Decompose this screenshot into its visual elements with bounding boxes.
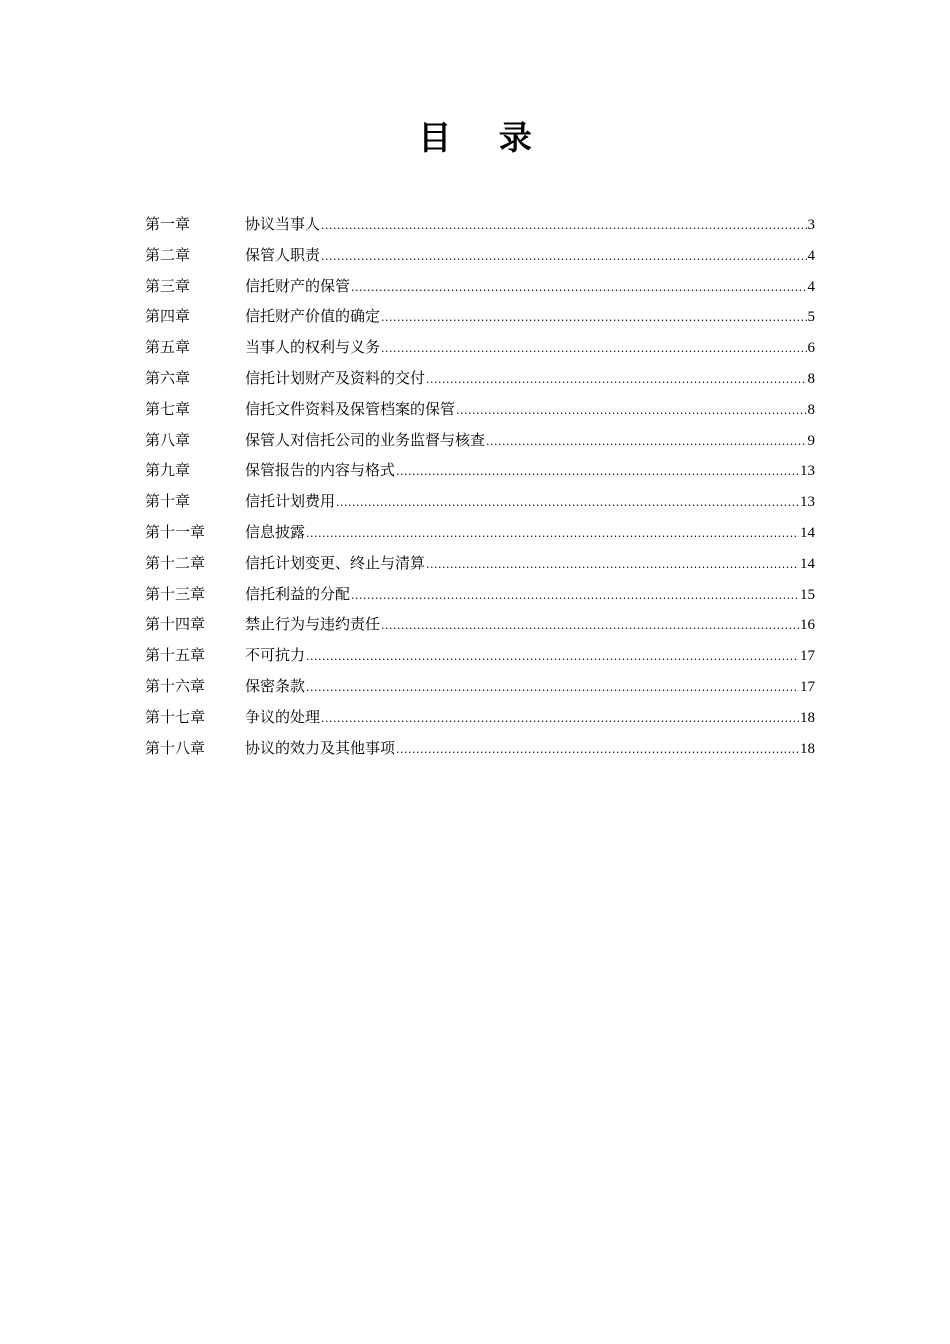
toc-entry-title: 保管人职责 bbox=[245, 245, 321, 264]
toc-dot-leader bbox=[396, 735, 799, 766]
toc-chapter-number: 第四章 bbox=[145, 307, 191, 326]
toc-entry-title: 保管人对信托公司的业务监督与核查 bbox=[245, 430, 486, 449]
toc-entry[interactable] bbox=[145, 486, 815, 517]
toc-entry[interactable] bbox=[145, 671, 815, 702]
toc-page-number: 17 bbox=[800, 648, 815, 665]
page-title: 目 录 bbox=[418, 118, 550, 157]
toc-page-number: 4 bbox=[807, 278, 815, 295]
toc-page-number: 14 bbox=[800, 555, 815, 572]
toc-entry[interactable] bbox=[145, 455, 815, 486]
toc-page-number: 3 bbox=[807, 217, 815, 233]
toc-entry[interactable] bbox=[145, 609, 815, 640]
toc-entry-title: 信托利益的分配 bbox=[245, 584, 351, 603]
toc-chapter-number: 第七章 bbox=[145, 399, 191, 418]
toc-dot-leader bbox=[396, 457, 799, 488]
toc-entry-title: 协议的效力及其他事项 bbox=[245, 738, 396, 757]
toc-chapter-number: 第十五章 bbox=[145, 646, 206, 665]
toc-dot-leader bbox=[426, 365, 806, 396]
toc-page-number: 4 bbox=[807, 247, 815, 264]
toc-entry-title: 当事人的权利与义务 bbox=[245, 338, 381, 357]
toc-page-number: 14 bbox=[800, 524, 815, 541]
toc-entry[interactable] bbox=[145, 702, 815, 733]
toc-entry-title: 禁止行为与违约责任 bbox=[245, 615, 381, 634]
toc-chapter-number: 第十八章 bbox=[145, 738, 206, 757]
toc-chapter-number: 第三章 bbox=[145, 276, 191, 295]
toc-entry[interactable] bbox=[145, 425, 815, 456]
toc-dot-leader bbox=[306, 519, 799, 550]
toc-entry[interactable] bbox=[145, 209, 815, 240]
toc-page-number: 5 bbox=[807, 309, 815, 326]
toc-entry-title: 信托计划变更、终止与清算 bbox=[245, 553, 426, 572]
toc-entry[interactable] bbox=[145, 640, 815, 671]
toc-dot-leader bbox=[321, 242, 806, 273]
toc-dot-leader bbox=[381, 611, 799, 642]
toc-dot-leader bbox=[486, 427, 806, 458]
toc-entry-title: 信托文件资料及保管档案的保管 bbox=[245, 399, 456, 418]
toc-entry-title: 协议当事人 bbox=[245, 215, 321, 233]
toc-chapter-number: 第十章 bbox=[145, 492, 191, 511]
toc-dot-leader bbox=[336, 488, 799, 519]
toc-dot-leader bbox=[426, 550, 799, 581]
toc-entry[interactable] bbox=[145, 301, 815, 332]
toc-page-number: 18 bbox=[800, 709, 815, 726]
toc-dot-leader bbox=[351, 581, 799, 612]
toc-chapter-number: 第十六章 bbox=[145, 676, 206, 695]
toc-chapter-number: 第九章 bbox=[145, 461, 191, 480]
toc-entry-title: 信息披露 bbox=[245, 522, 306, 541]
table-of-contents bbox=[145, 209, 815, 763]
toc-entry[interactable] bbox=[145, 332, 815, 363]
toc-entry[interactable] bbox=[145, 271, 815, 302]
toc-page-number: 15 bbox=[800, 586, 815, 603]
toc-entry-title: 信托计划财产及资料的交付 bbox=[245, 368, 426, 387]
toc-entry-title: 保密条款 bbox=[245, 676, 306, 695]
toc-entry-title: 信托财产价值的确定 bbox=[245, 307, 381, 326]
toc-dot-leader bbox=[381, 334, 806, 365]
toc-entry-title: 信托财产的保管 bbox=[245, 276, 351, 295]
toc-entry[interactable] bbox=[145, 733, 815, 764]
toc-dot-leader bbox=[456, 396, 806, 427]
toc-chapter-number: 第十四章 bbox=[145, 615, 206, 634]
toc-dot-leader bbox=[306, 673, 799, 704]
toc-entry-title: 保管报告的内容与格式 bbox=[245, 461, 396, 480]
toc-page-number: 8 bbox=[807, 370, 815, 387]
toc-dot-leader bbox=[381, 303, 806, 334]
toc-chapter-number: 第十二章 bbox=[145, 553, 206, 572]
toc-page-number: 13 bbox=[800, 494, 815, 511]
toc-page-number: 9 bbox=[807, 432, 815, 449]
toc-entry-title: 不可抗力 bbox=[245, 646, 306, 665]
toc-dot-leader bbox=[321, 704, 799, 735]
toc-page-number: 6 bbox=[807, 340, 815, 357]
toc-entry[interactable] bbox=[145, 548, 815, 579]
toc-entry[interactable] bbox=[145, 394, 815, 425]
toc-entry[interactable] bbox=[145, 363, 815, 394]
toc-chapter-number: 第十七章 bbox=[145, 707, 206, 726]
toc-dot-leader bbox=[351, 273, 806, 304]
toc-chapter-number: 第六章 bbox=[145, 368, 191, 387]
toc-chapter-number: 第十一章 bbox=[145, 522, 206, 541]
toc-dot-leader bbox=[321, 211, 806, 242]
toc-chapter-number: 第五章 bbox=[145, 338, 191, 357]
toc-page-number: 17 bbox=[800, 678, 815, 695]
toc-dot-leader bbox=[306, 642, 799, 673]
toc-chapter-number: 第二章 bbox=[145, 245, 191, 264]
toc-page-number: 13 bbox=[800, 463, 815, 480]
toc-page-number: 16 bbox=[800, 617, 815, 634]
toc-entry-title: 争议的处理 bbox=[245, 707, 321, 726]
toc-page-number: 8 bbox=[807, 401, 815, 418]
toc-entry-title: 信托计划费用 bbox=[245, 492, 336, 511]
toc-entry[interactable] bbox=[145, 240, 815, 271]
toc-chapter-number: 第一章 bbox=[145, 215, 191, 233]
toc-entry[interactable] bbox=[145, 517, 815, 548]
toc-page-number: 18 bbox=[800, 740, 815, 757]
toc-chapter-number: 第十三章 bbox=[145, 584, 206, 603]
toc-entry[interactable] bbox=[145, 579, 815, 610]
toc-chapter-number: 第八章 bbox=[145, 430, 191, 449]
